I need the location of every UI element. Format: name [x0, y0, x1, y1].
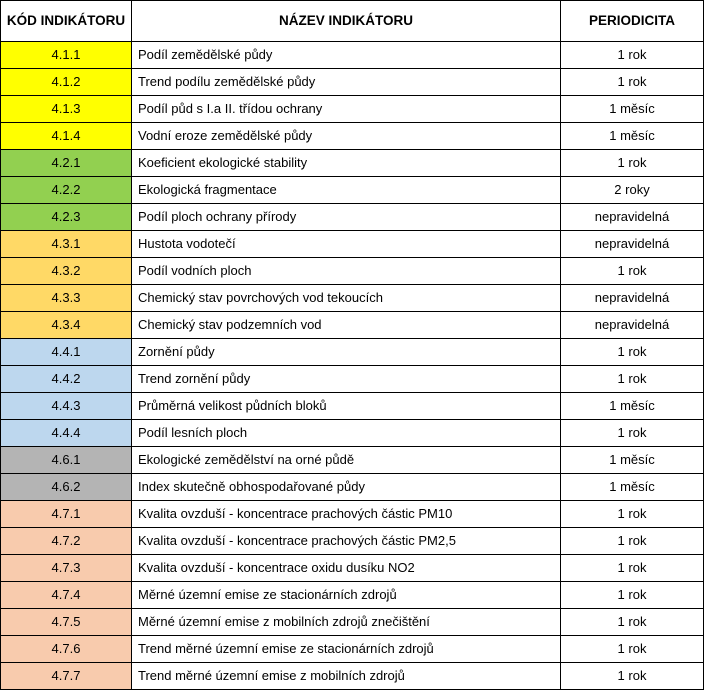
- indicator-name: Index skutečně obhospodařované půdy: [132, 474, 561, 501]
- table-row: [1, 258, 704, 285]
- indicator-name: Podíl vodních ploch: [132, 258, 561, 285]
- table-row: [1, 150, 704, 177]
- indicator-name: Podíl zemědělské půdy: [132, 42, 561, 69]
- indicator-code: 4.7.3: [1, 555, 132, 582]
- indicator-code: 4.1.4: [1, 123, 132, 150]
- indicator-periodicity: 1 rok: [561, 420, 704, 447]
- header-name: NÁZEV INDIKÁTORU: [132, 1, 561, 42]
- indicator-code: 4.4.4: [1, 420, 132, 447]
- indicator-name: Podíl ploch ochrany přírody: [132, 204, 561, 231]
- header-code: KÓD INDIKÁTORU: [1, 1, 132, 42]
- indicator-name: Měrné územní emise z mobilních zdrojů znečištění: [132, 609, 561, 636]
- table-row: [1, 312, 704, 339]
- indicator-name: Chemický stav povrchových vod tekoucích: [132, 285, 561, 312]
- indicator-periodicity: nepravidelná: [561, 231, 704, 258]
- table-row: [1, 177, 704, 204]
- table-row: [1, 528, 704, 555]
- indicator-name: Trend podílu zemědělské půdy: [132, 69, 561, 96]
- indicator-name: Podíl lesních ploch: [132, 420, 561, 447]
- table-row: [1, 636, 704, 663]
- indicator-periodicity: 1 rok: [561, 636, 704, 663]
- indicator-code: 4.3.2: [1, 258, 132, 285]
- table-row: [1, 366, 704, 393]
- table-row: [1, 609, 704, 636]
- indicator-periodicity: 1 rok: [561, 42, 704, 69]
- indicator-periodicity: 1 měsíc: [561, 447, 704, 474]
- indicator-code: 4.3.1: [1, 231, 132, 258]
- indicator-periodicity: 1 rok: [561, 150, 704, 177]
- indicator-periodicity: nepravidelná: [561, 204, 704, 231]
- indicator-name: Trend měrné územní emise ze stacionárních zdrojů: [132, 636, 561, 663]
- table-row: [1, 447, 704, 474]
- indicator-code: 4.1.3: [1, 96, 132, 123]
- table-row: [1, 42, 704, 69]
- indicator-periodicity: nepravidelná: [561, 285, 704, 312]
- indicator-code: 4.1.2: [1, 69, 132, 96]
- indicator-periodicity: 1 rok: [561, 339, 704, 366]
- table-row: [1, 231, 704, 258]
- indicator-name: Kvalita ovzduší - koncentrace prachových částic PM2,5: [132, 528, 561, 555]
- indicator-periodicity: 1 rok: [561, 528, 704, 555]
- indicator-code: 4.4.2: [1, 366, 132, 393]
- indicator-name: Trend měrné územní emise z mobilních zdrojů: [132, 663, 561, 690]
- indicator-code: 4.7.1: [1, 501, 132, 528]
- table-row: [1, 204, 704, 231]
- indicator-name: Koeficient ekologické stability: [132, 150, 561, 177]
- table-row: [1, 501, 704, 528]
- table-row: [1, 339, 704, 366]
- indicator-periodicity: 1 rok: [561, 582, 704, 609]
- indicator-name: Podíl půd s I.a II. třídou ochrany: [132, 96, 561, 123]
- indicator-name: Kvalita ovzduší - koncentrace oxidu dusíku NO2: [132, 555, 561, 582]
- indicator-periodicity: 1 rok: [561, 609, 704, 636]
- indicator-code: 4.1.1: [1, 42, 132, 69]
- indicator-periodicity: 1 rok: [561, 258, 704, 285]
- indicator-code: 4.4.3: [1, 393, 132, 420]
- indicator-periodicity: 2 roky: [561, 177, 704, 204]
- indicator-periodicity: 1 rok: [561, 69, 704, 96]
- table-row: [1, 555, 704, 582]
- table-row: [1, 420, 704, 447]
- indicator-periodicity: 1 měsíc: [561, 474, 704, 501]
- indicator-code: 4.2.1: [1, 150, 132, 177]
- indicator-code: 4.7.2: [1, 528, 132, 555]
- indicator-code: 4.2.2: [1, 177, 132, 204]
- indicator-code: 4.3.4: [1, 312, 132, 339]
- indicator-code: 4.7.4: [1, 582, 132, 609]
- indicator-periodicity: 1 rok: [561, 501, 704, 528]
- table-body: [1, 42, 704, 690]
- indicator-periodicity: 1 měsíc: [561, 393, 704, 420]
- table-row: [1, 285, 704, 312]
- table-row: [1, 393, 704, 420]
- header-row: [1, 1, 704, 42]
- indicator-name: Průměrná velikost půdních bloků: [132, 393, 561, 420]
- indicator-periodicity: nepravidelná: [561, 312, 704, 339]
- indicator-code: 4.3.3: [1, 285, 132, 312]
- indicator-code: 4.6.1: [1, 447, 132, 474]
- indicator-name: Zornění půdy: [132, 339, 561, 366]
- indicator-code: 4.2.3: [1, 204, 132, 231]
- indicator-name: Měrné územní emise ze stacionárních zdrojů: [132, 582, 561, 609]
- table-row: [1, 474, 704, 501]
- indicator-name: Chemický stav podzemních vod: [132, 312, 561, 339]
- indicator-code: 4.7.6: [1, 636, 132, 663]
- table-row: [1, 582, 704, 609]
- indicator-name: Trend zornění půdy: [132, 366, 561, 393]
- table-row: [1, 123, 704, 150]
- indicator-periodicity: 1 měsíc: [561, 96, 704, 123]
- table-row: [1, 69, 704, 96]
- indicator-name: Vodní eroze zemědělské půdy: [132, 123, 561, 150]
- header-period: PERIODICITA: [561, 1, 704, 42]
- indicator-code: 4.6.2: [1, 474, 132, 501]
- indicator-periodicity: 1 rok: [561, 555, 704, 582]
- indicator-name: Ekologická fragmentace: [132, 177, 561, 204]
- indicator-code: 4.4.1: [1, 339, 132, 366]
- indicator-name: Hustota vodotečí: [132, 231, 561, 258]
- indicator-name: Kvalita ovzduší - koncentrace prachových částic PM10: [132, 501, 561, 528]
- indicator-code: 4.7.7: [1, 663, 132, 690]
- indicator-periodicity: 1 rok: [561, 366, 704, 393]
- indicator-periodicity: 1 rok: [561, 663, 704, 690]
- indicator-periodicity: 1 měsíc: [561, 123, 704, 150]
- indicator-name: Ekologické zemědělství na orné půdě: [132, 447, 561, 474]
- table-row: [1, 663, 704, 690]
- table-row: [1, 96, 704, 123]
- indicator-code: 4.7.5: [1, 609, 132, 636]
